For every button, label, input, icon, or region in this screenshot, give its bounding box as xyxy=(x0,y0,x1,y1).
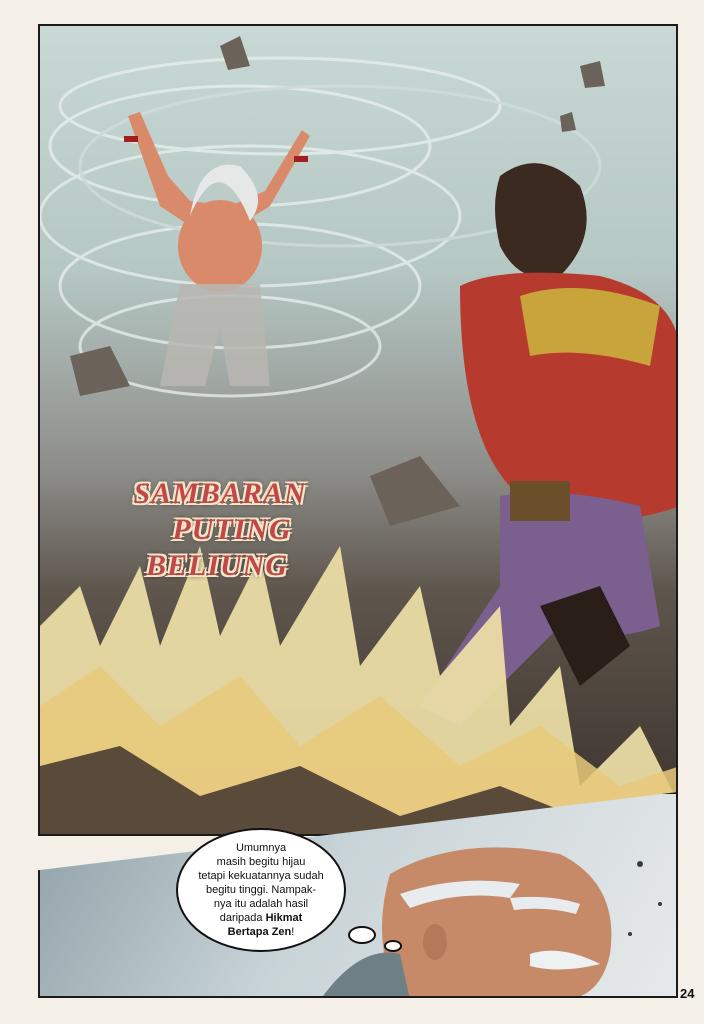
attack-title xyxy=(100,476,340,584)
bubble-line-5: nya itu adalah hasil xyxy=(213,898,309,910)
top-panel-art xyxy=(40,26,678,836)
bubble-line-7 xyxy=(198,925,323,939)
bubble-line-4: begitu tinggi. Nampak- xyxy=(205,884,317,896)
bubble-line-6-text: daripada xyxy=(219,912,266,924)
bubble-line-1: Umumnya xyxy=(235,842,287,854)
dust-particles xyxy=(628,861,662,936)
thought-tail-small xyxy=(384,940,402,952)
cloaked-fighter xyxy=(420,163,678,726)
bubble-line-3: tetapi kekuatannya sudah xyxy=(198,870,324,882)
top-panel xyxy=(38,24,678,836)
bubble-end-punct: ! xyxy=(291,926,295,938)
speech-bubble xyxy=(176,828,346,952)
bubble-line-6 xyxy=(198,911,323,925)
title-line-1: SAMBARAN xyxy=(133,477,307,510)
thought-tail-large xyxy=(348,926,376,944)
title-line-3: BELIUNG xyxy=(145,549,288,582)
old-man-face xyxy=(320,847,611,998)
bubble-line-2: masih begitu hijau xyxy=(216,856,306,868)
bubble-bold-1: Hikmat xyxy=(265,912,303,924)
title-line-2: PUTING xyxy=(172,513,292,546)
page-number: 24 xyxy=(680,986,695,1001)
bubble-bold-2: Bertapa Zen xyxy=(227,926,292,938)
